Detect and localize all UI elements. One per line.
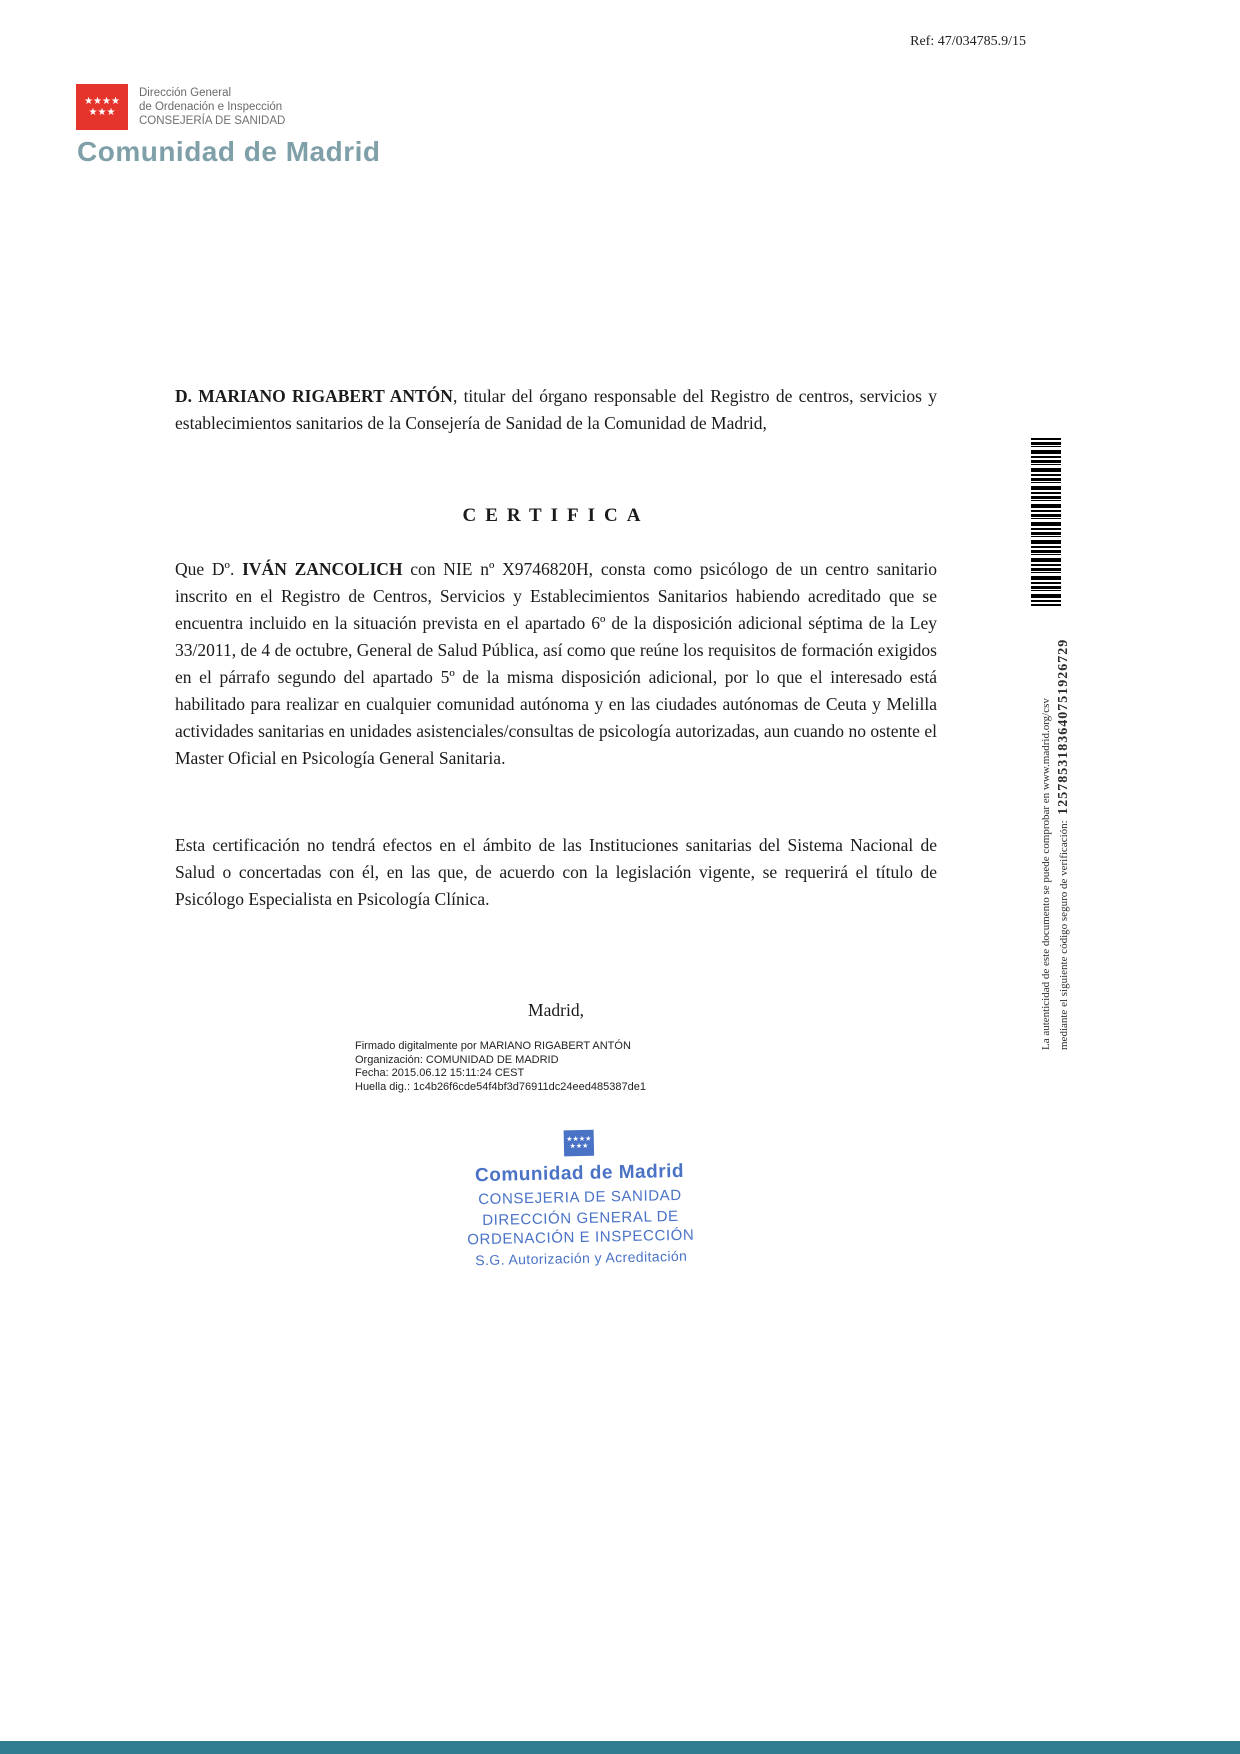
official-stamp [417, 1125, 744, 1270]
flag-stars-icon: ★★★★ [566, 1134, 592, 1144]
signature-line: Firmado digitalmente por MARIANO RIGABERT ANTÓN [355, 1040, 631, 1052]
signature-line: Fecha: 2015.06.12 15:11:24 CEST [355, 1067, 525, 1079]
stamp-line: Comunidad de Madrid [474, 1160, 685, 1187]
flag-stars-icon: ★★★ [569, 1141, 589, 1151]
stamp-flag-icon [564, 1130, 595, 1157]
madrid-flag-icon [76, 84, 128, 130]
digital-signature-block [355, 1040, 646, 1094]
flag-stars-icon: ★★★★ [84, 95, 120, 107]
stamp-line: ORDENACIÓN E INSPECCIÓN [467, 1226, 695, 1249]
department-block [139, 87, 285, 129]
verification-strip [1038, 580, 1074, 1050]
main-paragraph-prefix: Que Dº. [175, 559, 243, 579]
verification-label: mediante el siguiente código seguro de verificación: [1058, 820, 1070, 1050]
main-paragraph [175, 556, 937, 772]
department-line: Dirección General [139, 87, 232, 99]
reference-number: Ref: 47/034785.9/15 [910, 34, 1026, 49]
place-line: Madrid, [528, 1000, 584, 1020]
stamp-line: S.G. Autorización y Acreditación [475, 1247, 688, 1269]
signer-name: D. MARIANO RIGABERT ANTÓN [175, 386, 453, 406]
flag-stars-icon: ★★★ [88, 106, 116, 118]
brand-title: Comunidad de Madrid [77, 136, 381, 167]
intro-paragraph [175, 383, 937, 437]
subject-name: IVÁN ZANCOLICH [242, 559, 403, 579]
intro-text: , titular del órgano responsable del Registro de centros, servicios y establecimientos sanitarios de la Consejería de Sanidad de la Comunidad de Madrid, [175, 386, 937, 433]
stamp-line: DIRECCIÓN GENERAL DE [482, 1207, 679, 1230]
verification-code: 1257853183640751926729 [1056, 638, 1071, 815]
signature-line: Organización: COMUNIDAD DE MADRID [355, 1053, 559, 1066]
department-line: de Ordenación e Inspección [139, 100, 283, 113]
stamp-line: CONSEJERIA DE SANIDAD [478, 1186, 682, 1209]
verification-text-line2 [1055, 580, 1073, 1050]
signature-line: Huella dig.: 1c4b26f6cde54f4bf3d76911dc24eed485387de1 [355, 1080, 646, 1093]
verification-text-line1: La autenticidad de este documento se puede comprobar en www.madrid.org/csv [1040, 698, 1052, 1050]
footer-bar [0, 1741, 1240, 1754]
certifica-heading: CERTIFICA [462, 505, 650, 526]
department-line: CONSEJERÍA DE SANIDAD [139, 115, 286, 127]
scope-paragraph: Esta certificación no tendrá efectos en el ámbito de las Instituciones sanitarias del Sistema Nacional de Salud o concertadas con él, en las que, de acuerdo con la legislación vigente, se requerirá el título de Psicólogo Especialista en Psicología Clínica. [175, 835, 937, 909]
main-paragraph-text: con NIE nº X9746820H, consta como psicólogo de un centro sanitario inscrito en el Registro de Centros, Servicios y Establecimientos Sanitarios habiendo acreditado que se encuentra incluido en la situación prevista en el apartado 6º de la disposición adicional séptima de la Ley 33/2011, de 4 de octubre, General de Salud Pública, así como que reúne los requisitos de formación exigidos en el párrafo segundo del apartado 5º de la misma disposición adicional, por lo que el interesado está habilitado para realizar en cualquier comunidad autónoma y en las ciudades autónomas de Ceuta y Melilla actividades sanitarias en unidades asistenciales/consultas de psicología autorizadas, aun cuando no ostente el Master Oficial en Psicología General Sanitaria. [175, 559, 937, 768]
